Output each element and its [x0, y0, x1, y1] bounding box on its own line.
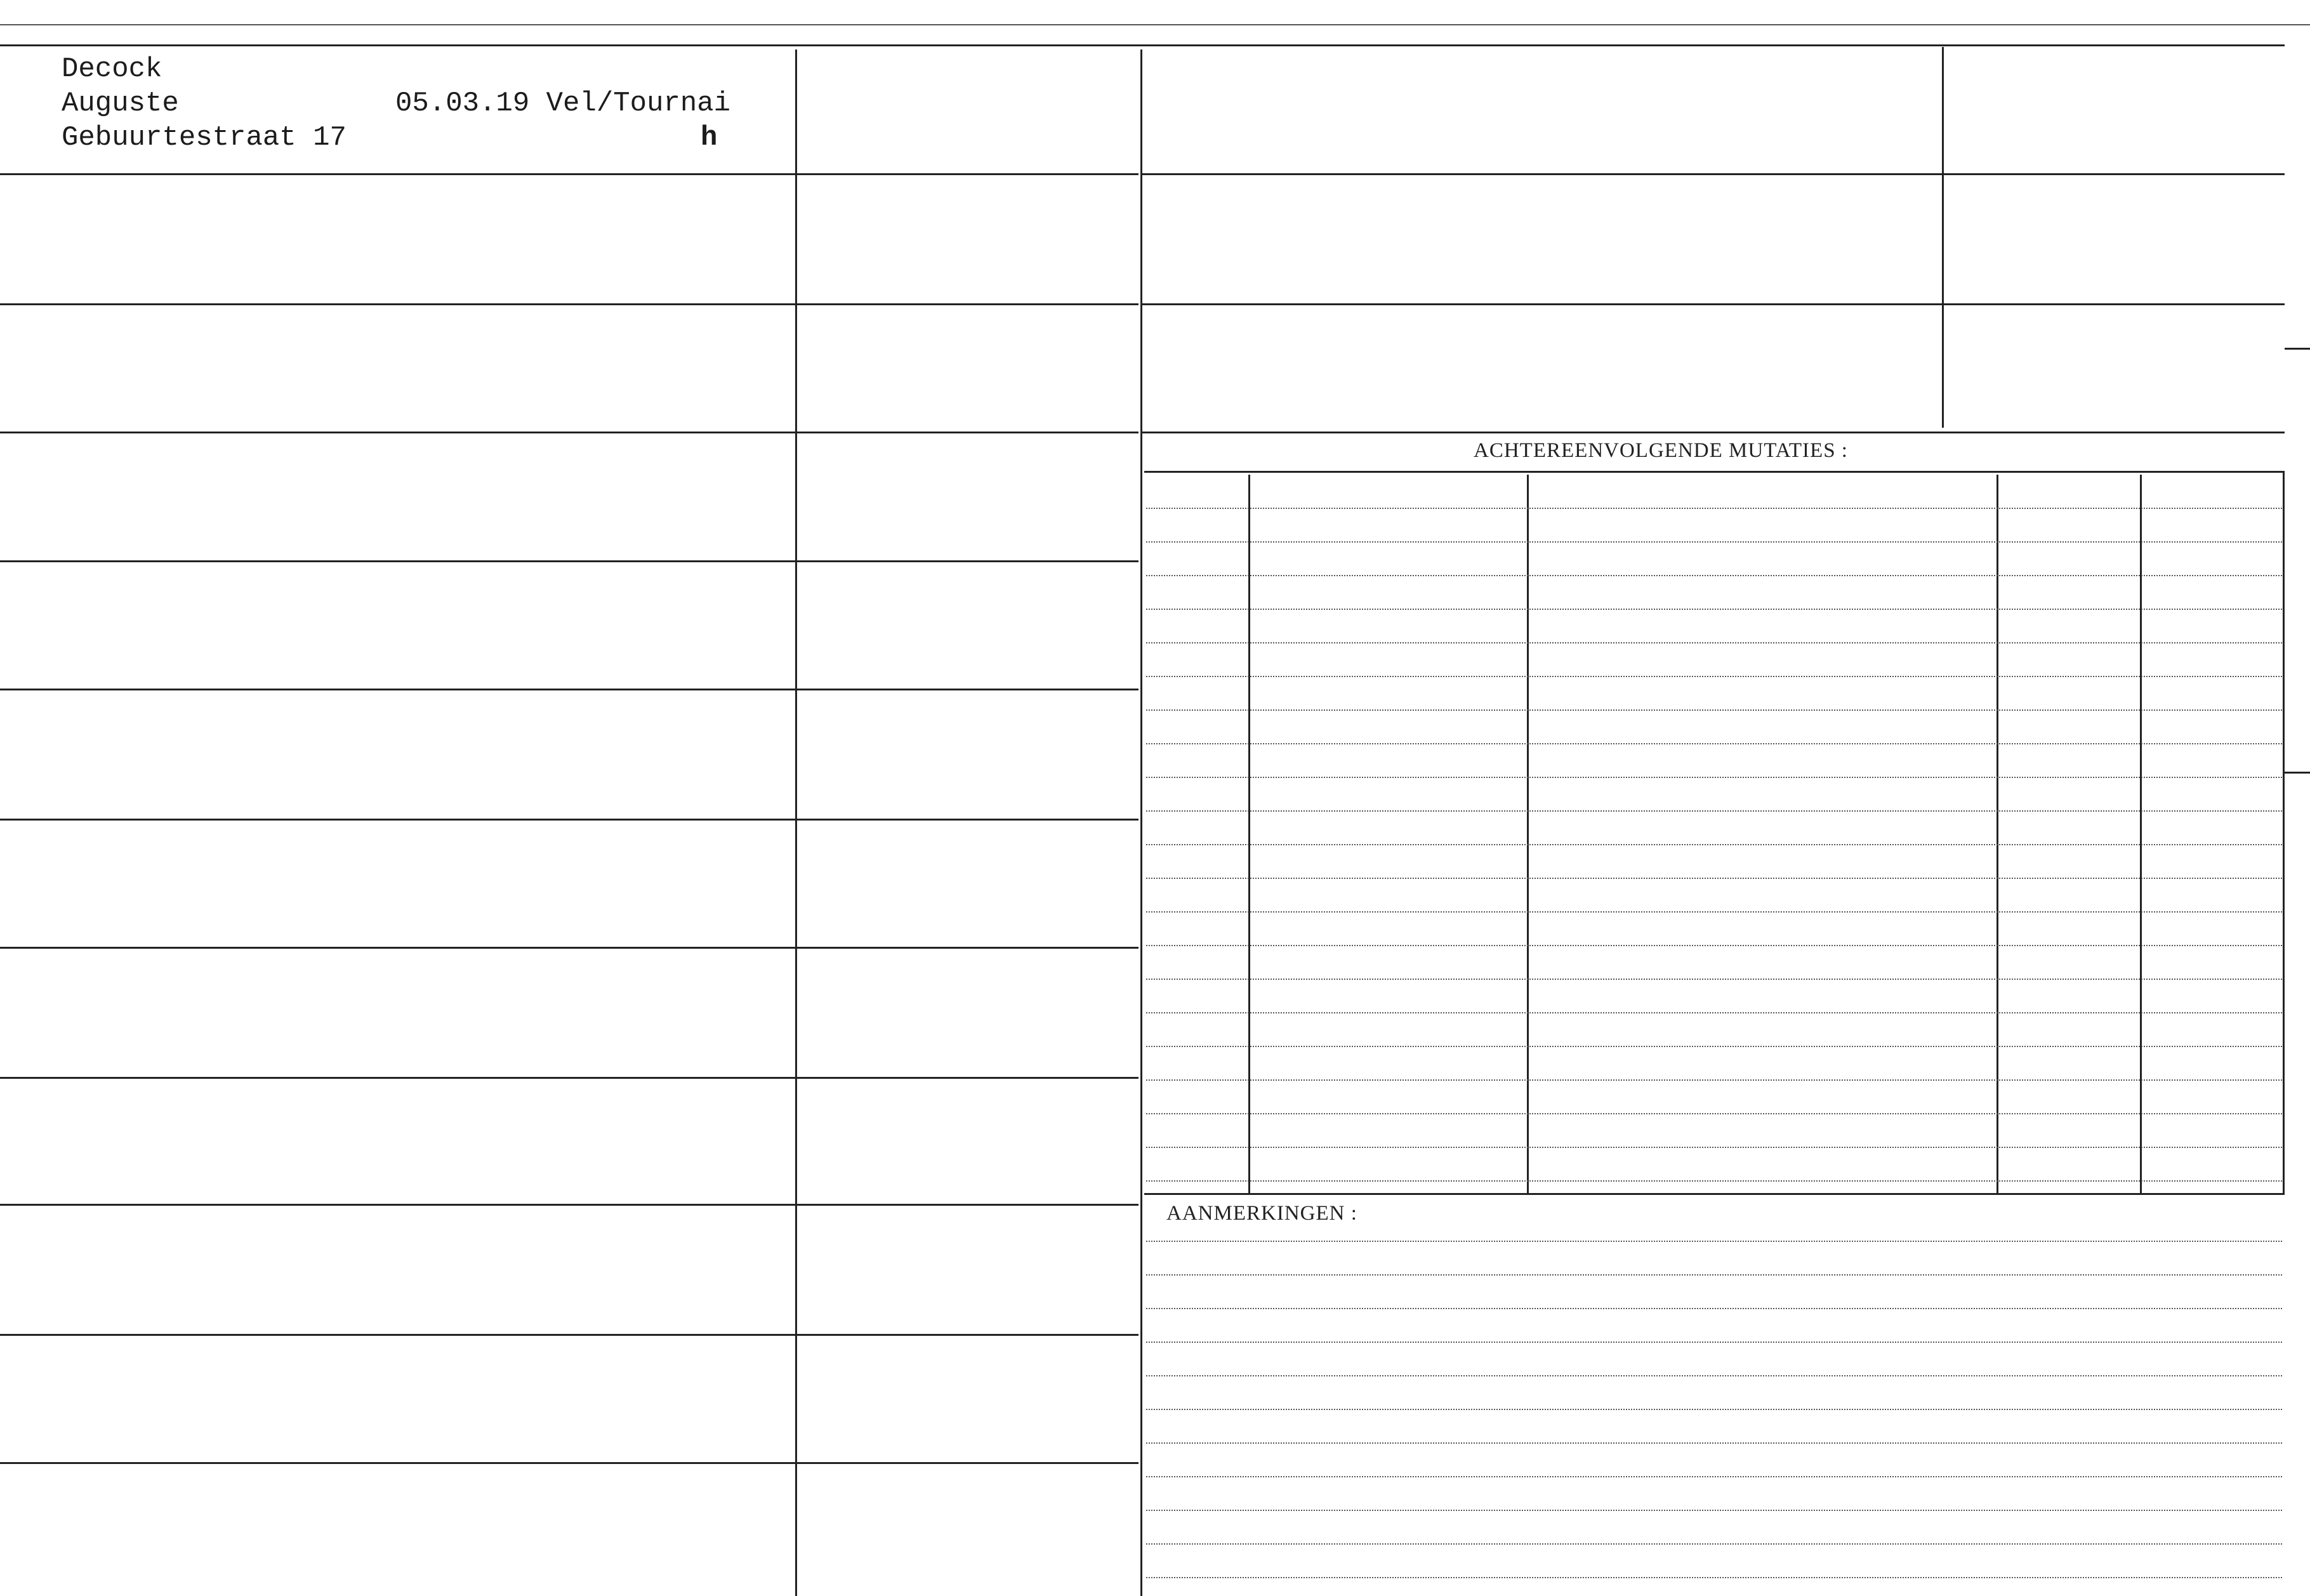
remark-ruled-line — [1146, 1241, 2282, 1242]
row-divider — [0, 1077, 1138, 1079]
row-divider — [0, 947, 1138, 949]
row-divider — [0, 1204, 1138, 1206]
sex-text: h — [701, 122, 718, 154]
mutation-ruled-line — [1146, 945, 2282, 946]
remark-ruled-line — [1146, 1409, 2282, 1410]
remark-ruled-line — [1146, 1442, 2282, 1444]
address-text: Gebuurtestraat 17 — [62, 122, 346, 154]
remark-ruled-line — [1146, 1510, 2282, 1511]
top-edge-line — [0, 24, 2310, 25]
mutation-ruled-line — [1146, 541, 2282, 543]
mutations-col-divider — [1996, 475, 1998, 1193]
mutation-ruled-line — [1146, 810, 2282, 812]
row-divider — [0, 819, 1138, 821]
row-divider — [0, 1334, 1138, 1336]
mutation-ruled-line — [1146, 878, 2282, 879]
column-divider-middle — [1140, 49, 1142, 1596]
remarks-heading: AANMERKINGEN : — [1166, 1202, 1357, 1225]
row-divider — [0, 173, 1138, 175]
header-border-line — [0, 44, 2285, 46]
mutation-ruled-line — [1146, 1079, 2282, 1081]
mutations-col-divider — [2140, 475, 2142, 1193]
remark-ruled-line — [1146, 1375, 2282, 1376]
right-edge-mark — [2285, 772, 2310, 774]
mutation-ruled-line — [1146, 979, 2282, 980]
row-divider — [0, 560, 1138, 562]
mutation-ruled-line — [1146, 844, 2282, 845]
remark-ruled-line — [1146, 1308, 2282, 1309]
row-divider — [0, 1462, 1138, 1464]
right-row-divider — [1142, 173, 2285, 175]
mutation-ruled-line — [1146, 1147, 2282, 1148]
mutations-right-border — [2283, 471, 2285, 1194]
column-divider-right-top — [1942, 47, 1944, 428]
mutation-ruled-line — [1146, 1012, 2282, 1013]
remark-ruled-line — [1146, 1476, 2282, 1477]
remark-ruled-line — [1146, 1274, 2282, 1276]
remark-ruled-line — [1146, 1577, 2282, 1578]
mutation-ruled-line — [1146, 1046, 2282, 1047]
right-row-divider — [1142, 303, 2285, 305]
row-divider — [0, 432, 1138, 433]
row-divider — [0, 303, 1138, 305]
mutations-col-divider — [1527, 475, 1529, 1193]
mutation-ruled-line — [1146, 1180, 2282, 1182]
birth-info-text: 05.03.19 Vel/Tournai — [395, 88, 731, 119]
given-name-text: Auguste — [62, 88, 179, 119]
mutation-ruled-line — [1146, 676, 2282, 677]
mutations-top-border — [1142, 432, 2285, 433]
column-divider-left — [795, 49, 797, 1596]
mutation-ruled-line — [1146, 575, 2282, 576]
mutations-header-line — [1144, 471, 2285, 473]
mutations-heading: ACHTEREENVOLGENDE MUTATIES : — [1474, 439, 1848, 462]
mutation-ruled-line — [1146, 1113, 2282, 1114]
right-edge-mark — [2285, 348, 2310, 350]
mutation-ruled-line — [1146, 709, 2282, 711]
remark-ruled-line — [1146, 1342, 2282, 1343]
mutation-ruled-line — [1146, 777, 2282, 778]
mutation-ruled-line — [1146, 743, 2282, 744]
mutation-ruled-line — [1146, 911, 2282, 913]
mutation-ruled-line — [1146, 508, 2282, 509]
mutation-ruled-line — [1146, 609, 2282, 610]
mutations-bottom-border — [1144, 1193, 2285, 1195]
remark-ruled-line — [1146, 1543, 2282, 1545]
row-divider — [0, 689, 1138, 690]
mutations-col-divider — [1248, 475, 1250, 1193]
mutation-ruled-line — [1146, 642, 2282, 643]
surname-text: Decock — [62, 53, 162, 85]
